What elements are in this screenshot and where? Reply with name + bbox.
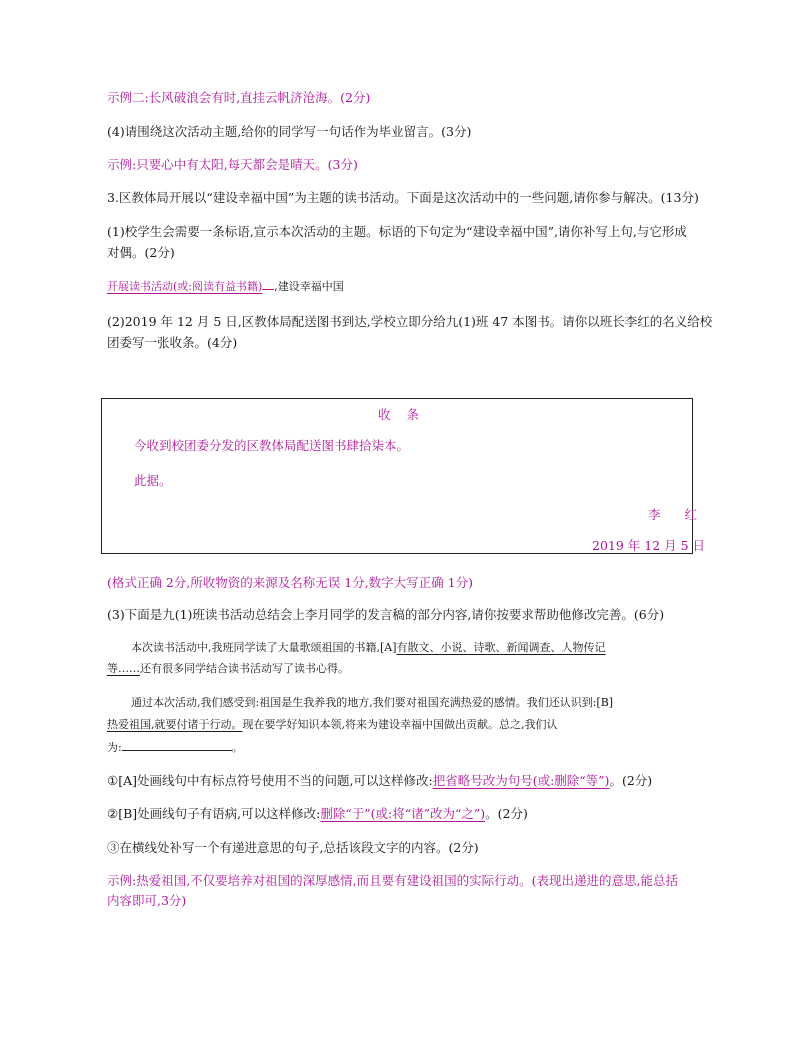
sub-question-1: ①[A]处画线句中有标点符号使用不当的问题,可以这样修改:把省略号改为句号(或:删除“等”)。(2分) xyxy=(107,773,653,788)
question-3-1-line-2: 对偶。(2分) xyxy=(107,245,175,260)
receipt-box xyxy=(101,398,707,554)
slogan-rest: ,建设幸福中国 xyxy=(274,280,344,293)
question-3-3: (3)下面是九(1)班读书活动总结会上李月同学的发言稿的部分内容,请你按要求帮助他修改完善。(6分) xyxy=(107,607,665,622)
fill-in-blank[interactable] xyxy=(122,738,232,751)
receipt-title: 收 条 xyxy=(378,407,425,422)
sub-question-3: ③在横线处补写一个有递进意思的句子,总括该段文字的内容。(2分) xyxy=(107,840,479,855)
question-3-2-line-1: (2)2019 年 12 月 5 日,区教体局配送图书到达,学校立即分给九(1)班 47 本图书。请你以班长李红的名义给校 xyxy=(107,314,713,329)
sub-question-3-answer-line-2: 内容即可,3分) xyxy=(107,893,187,908)
underlined-sentence-a-end: 等…… xyxy=(107,662,140,675)
sub-question-2-answer: 删除“于”(或:将“诸”改为“之”) xyxy=(320,806,486,821)
receipt-date: 2019 年 12 月 5 日 xyxy=(592,538,706,553)
grading-note: (格式正确 2分,所收物资的来源及名称无误 1分,数字大写正确 1分) xyxy=(107,575,473,590)
passage-1-line-2: 等……还有很多同学结合读书活动写了读书心得。 xyxy=(107,662,349,675)
question-3-1-line-1: (1)校学生会需要一条标语,宣示本次活动的主题。标语的下句定为“建设幸福中国”,请你补写上句,与它形成 xyxy=(107,224,687,239)
underlined-sentence-b: 热爱祖国,就要付诸于行动。 xyxy=(107,718,243,731)
question-4: (4)请围绕这次活动主题,给你的同学写一句话作为毕业留言。(3分) xyxy=(107,124,472,139)
passage-2-line-2: 热爱祖国,就要付诸于行动。现在要学好知识本领,将来为建设幸福中国做出贡献。总之,我们认 xyxy=(107,718,558,731)
sub-question-2: ②[B]处画线句子有语病,可以这样修改:删除“于”(或:将“诸”改为“之”)。(2分) xyxy=(107,806,528,821)
example-two: 示例二:长风破浪会有时,直挂云帆济沧海。(2分) xyxy=(107,90,371,105)
underlined-sentence-a: 有散文、小说、诗歌、新闻调查、人物传记 xyxy=(396,641,606,654)
receipt-signer: 李 红 xyxy=(648,507,707,522)
passage-1-line-1: 本次读书活动中,我班同学读了大量歌颂祖国的书籍,[A]有散文、小说、诗歌、新闻调查、人物传记 xyxy=(131,641,606,654)
sub-question-3-answer-line-1: 示例:热爱祖国,不仅要培养对祖国的深厚感情,而且要有建设祖国的实际行动。(表现出递进的意思,能总括 xyxy=(107,873,679,888)
question-4-answer: 示例:只要心中有太阳,每天都会是晴天。(3分) xyxy=(107,157,358,172)
slogan-answer-line xyxy=(107,279,344,295)
receipt-body: 今收到校团委分发的区教体局配送图书肆拾柒本。 xyxy=(134,438,410,453)
passage-2-line-3: 为: 。 xyxy=(107,738,243,756)
question-3-intro: 3.区教体局开展以“建设幸福中国”为主题的读书活动。下面是这次活动中的一些问题,请你参与解决。(13分) xyxy=(107,190,699,205)
slogan-answer: 开展读书活动(或:阅读有益书籍) xyxy=(107,280,263,293)
passage-2-line-1: 通过本次活动,我们感受到:祖国是生我养我的地方,我们要对祖国充满热爱的感情。我们还认识到:[B] xyxy=(131,696,614,709)
sub-question-1-answer: 把省略号改为句号(或:删除“等”) xyxy=(432,773,610,788)
receipt-close: 此据。 xyxy=(134,473,172,488)
question-3-2-line-2: 团委写一张收条。(4分) xyxy=(107,335,238,350)
